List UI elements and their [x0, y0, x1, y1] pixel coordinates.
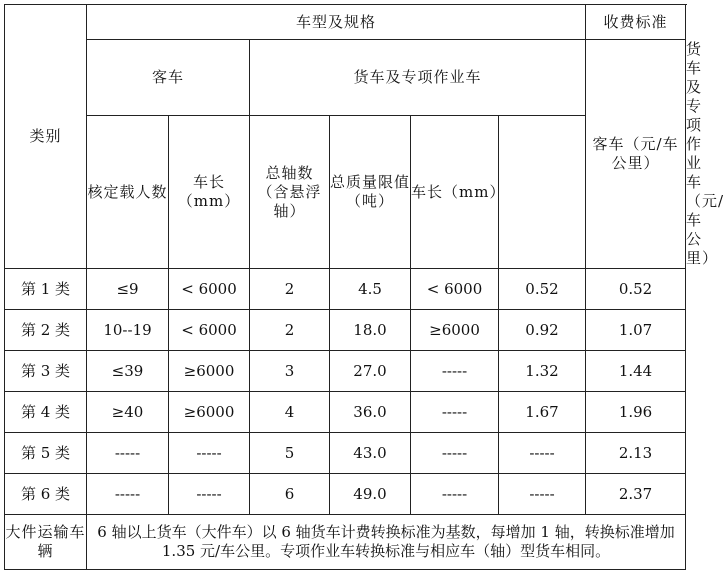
table-row: [5, 474, 686, 515]
cell-fee-truck: 2.13: [586, 433, 686, 474]
header-vehicle-spec: 车型及规格: [87, 5, 586, 40]
cell-passenger-length: < 6000: [169, 310, 250, 351]
cell-fee-passenger: -----: [499, 474, 586, 515]
row-class: 第 4 类: [5, 392, 87, 433]
cell-seats: -----: [87, 474, 169, 515]
cell-truck-length: < 6000: [411, 269, 499, 310]
table-row: [5, 269, 686, 310]
cell-seats: -----: [87, 433, 169, 474]
cell-mass: 27.0: [330, 351, 411, 392]
cell-seats: ≥40: [87, 392, 169, 433]
cell-axles: 2: [250, 269, 330, 310]
cell-axles: 2: [250, 310, 330, 351]
row-class: 第 2 类: [5, 310, 87, 351]
large-vehicle-note: 6 轴以上货车（大件车）以 6 轴货车计费转换标准为基数，每增加 1 轴，转换标准增加 1.35 元/车公里。专项作业车转换标准与相应车（轴）型货车相同。: [87, 515, 686, 570]
cell-axles: 5: [250, 433, 330, 474]
cell-truck-length: -----: [411, 433, 499, 474]
header-axles: 总轴数（含悬浮轴）: [250, 116, 330, 269]
cell-seats: ≤39: [87, 351, 169, 392]
cell-fee-truck: 1.44: [586, 351, 686, 392]
cell-fee-truck: 1.96: [586, 392, 686, 433]
cell-passenger-length: ≥6000: [169, 351, 250, 392]
cell-fee-truck: 0.52: [586, 269, 686, 310]
cell-passenger-length: -----: [169, 474, 250, 515]
cell-fee-truck: 2.37: [586, 474, 686, 515]
cell-fee-passenger: 1.67: [499, 392, 586, 433]
cell-fee-passenger: 0.92: [499, 310, 586, 351]
cell-truck-length: -----: [411, 351, 499, 392]
table-row: [5, 351, 686, 392]
cell-mass: 4.5: [330, 269, 411, 310]
cell-axles: 3: [250, 351, 330, 392]
row-class: 第 6 类: [5, 474, 87, 515]
cell-mass: 49.0: [330, 474, 411, 515]
cell-fee-passenger: 0.52: [499, 269, 586, 310]
cell-truck-length: -----: [411, 474, 499, 515]
header-category: 类别: [5, 5, 87, 269]
cell-axles: 6: [250, 474, 330, 515]
cell-passenger-length: ≥6000: [169, 392, 250, 433]
cell-truck-length: ≥6000: [411, 310, 499, 351]
table-row: [5, 310, 686, 351]
cell-seats: 10--19: [87, 310, 169, 351]
cell-mass: 36.0: [330, 392, 411, 433]
header-seats: 核定载人数: [87, 116, 169, 269]
header-truck-length: 车长（mm）: [411, 116, 499, 269]
cell-truck-length: -----: [411, 392, 499, 433]
cell-passenger-length: < 6000: [169, 269, 250, 310]
cell-fee-passenger: 1.32: [499, 351, 586, 392]
large-vehicle-label: 大件运输车辆: [5, 515, 87, 570]
cell-passenger-length: -----: [169, 433, 250, 474]
table-row: [5, 392, 686, 433]
header-passenger: 客车: [87, 40, 250, 116]
toll-fee-table: 类别 车型及规格 收费标准 客车 货车及专项作业车 客车（元/车公里） 货车及专项作业车（元/车公里） 核定载人数 车长（mm） 总轴数（含悬浮轴） 总质量限值（吨） 车长（mm） 第 1 类 ≤9 < 6000 2 4.5 < 6000 0.52 0.52 第 2 类 10--19 < 6000 2 18.0 ≥6000 0.92 1.07 第 3 类 ≤39 ≥6000 3 27.0 ----- 1.32 1.44 第 4 类 ≥40 ≥6000 4 36.0 ----- 1.67 1.96 第 5 类 ----- ----- 5 43.0 ----- ----- 2.13 第 6 类 ----- ----- 6 49.0 ----- ----- 2.37 大件运输车辆 6 轴以上货车（大件车）以 6 轴货车计费转换标准为基数，每增加 1 轴，转换标准增加 1.35 元/车公里。专项作业车转换标准与相应车（轴）型货车相同。: [4, 4, 686, 570]
cell-fee-passenger: -----: [499, 433, 586, 474]
row-class: 第 1 类: [5, 269, 87, 310]
cell-fee-truck: 1.07: [586, 310, 686, 351]
header-toll-standard: 收费标准: [586, 5, 686, 40]
table-row: [5, 433, 686, 474]
cell-mass: 43.0: [330, 433, 411, 474]
large-vehicle-row: [5, 515, 686, 570]
cell-axles: 4: [250, 392, 330, 433]
row-class: 第 3 类: [5, 351, 87, 392]
cell-seats: ≤9: [87, 269, 169, 310]
row-class: 第 5 类: [5, 433, 87, 474]
header-truck: 货车及专项作业车: [250, 40, 586, 116]
header-total-mass: 总质量限值（吨）: [330, 116, 411, 269]
header-fee-passenger: 客车（元/车公里）: [586, 40, 686, 269]
cell-mass: 18.0: [330, 310, 411, 351]
header-car-length: 车长（mm）: [169, 116, 250, 269]
